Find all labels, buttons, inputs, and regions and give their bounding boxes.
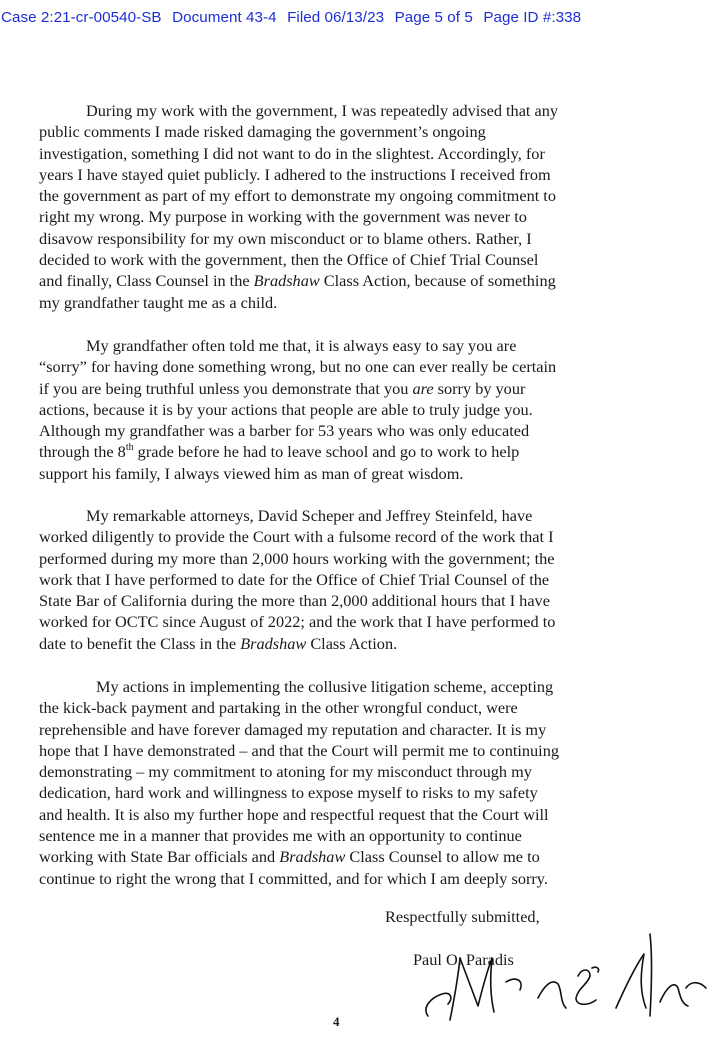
signatory-name: Paul O. Paradis bbox=[413, 950, 514, 969]
text-line: continue to right the wrong that I committed, and for which I am deeply sorry. bbox=[39, 868, 548, 888]
paragraph-2 bbox=[39, 335, 639, 484]
text-line: My actions in implementing the collusive litigation scheme, accepting bbox=[96, 677, 554, 696]
text-line: hope that I have demonstrated – and that the Court will permit me to continuing bbox=[39, 740, 559, 760]
text-line: investigation, something I did not want to do in the slightest. Accordingly, for bbox=[39, 143, 545, 163]
paragraph-4 bbox=[39, 676, 639, 889]
text-line: the kick-back payment and partaking in the other wrongful conduct, were bbox=[39, 698, 518, 718]
text-line: years I have stayed quiet publicly. I adhered to the instructions I received from bbox=[39, 164, 551, 184]
case-name-italic: Bradshaw bbox=[279, 847, 346, 867]
text-line bbox=[39, 378, 639, 399]
text-line bbox=[39, 441, 639, 462]
handwritten-signature bbox=[420, 928, 716, 1024]
filed-date: Filed 06/13/23 bbox=[287, 9, 385, 26]
text-line: work that I have performed to date for the Office of Chief Trial Counsel of the bbox=[39, 569, 550, 589]
text-line: demonstrating – my commitment to atoning for my misconduct through my bbox=[39, 762, 532, 782]
text-line: my grandfather taught me as a child. bbox=[39, 292, 278, 312]
paragraph-3 bbox=[39, 505, 639, 654]
text-run: Class Action, because of something bbox=[319, 271, 556, 291]
document-number: Document 43-4 bbox=[172, 9, 277, 26]
text-line: disavow responsibility for my own misconduct or to blame others. Rather, I bbox=[39, 228, 532, 248]
text-line: dedication, hard work and willingness to expose myself to risks to my safety bbox=[39, 783, 538, 803]
text-run: date to benefit the Class in the bbox=[39, 633, 241, 653]
page-number: 4 bbox=[333, 1014, 340, 1029]
text-run: working with State Bar officials and bbox=[39, 847, 280, 867]
text-line: decided to work with the government, then the Office of Chief Trial Counsel bbox=[39, 250, 539, 270]
text-line: reprehensible and have forever damaged my reputation and character. It is my bbox=[39, 719, 547, 739]
filing-header bbox=[1, 9, 592, 26]
case-name-italic: Bradshaw bbox=[253, 271, 320, 291]
text-line: worked for OCTC since August of 2022; and the work that I have performed to bbox=[39, 612, 556, 632]
text-run: sorry by your bbox=[433, 378, 526, 398]
closing-salutation: Respectfully submitted, bbox=[385, 907, 540, 926]
text-line bbox=[39, 633, 639, 654]
text-line: public comments I made risked damaging the government’s ongoing bbox=[39, 122, 486, 142]
emphasis-italic: are bbox=[412, 378, 434, 398]
text-line bbox=[39, 846, 639, 867]
text-line: My grandfather often told me that, it is always easy to say you are bbox=[86, 336, 517, 355]
page-count: Page 5 of 5 bbox=[394, 9, 473, 26]
text-run: Class Counsel to allow me to bbox=[345, 847, 540, 867]
text-line: and health. It is also my further hope and respectful request that the Court will bbox=[39, 804, 549, 824]
text-line: “sorry” for having done something wrong, but no one can ever really be certain bbox=[39, 357, 557, 377]
text-line: actions, because it is by your actions that people are able to truly judge you. bbox=[39, 399, 533, 419]
text-line: sentence me in a manner that provides me with an opportunity to continue bbox=[39, 826, 522, 846]
ordinal-superscript: th bbox=[125, 442, 134, 454]
text-line: worked diligently to provide the Court with a fulsome record of the work that I bbox=[39, 527, 554, 547]
text-line bbox=[39, 270, 639, 291]
text-line: right my wrong. My purpose in working with the government was never to bbox=[39, 207, 527, 227]
text-line: support his family, I always viewed him as man of great wisdom. bbox=[39, 463, 464, 483]
text-run: grade before he had to leave school and go to work to help bbox=[133, 442, 520, 462]
text-line: Although my grandfather was a barber for 53 years who was only educated bbox=[39, 421, 530, 441]
text-run: Class Action. bbox=[306, 633, 398, 653]
text-line: the government as part of my effort to demonstrate my ongoing commitment to bbox=[39, 186, 556, 206]
text-run: through the 8 bbox=[39, 442, 126, 462]
text-run: if you are being truthful unless you demonstrate that you bbox=[39, 378, 413, 398]
paragraph-1 bbox=[39, 100, 639, 313]
text-line: State Bar of California during the more than 2,000 additional hours that I have bbox=[39, 591, 550, 611]
page-id: Page ID #:338 bbox=[483, 9, 582, 26]
text-line: My remarkable attorneys, David Scheper and Jeffrey Steinfeld, have bbox=[86, 506, 533, 525]
text-line: performed during my more than 2,000 hours working with the government; the bbox=[39, 548, 555, 568]
case-number: Case 2:21-cr-00540-SB bbox=[1, 9, 162, 26]
case-name-italic: Bradshaw bbox=[240, 633, 307, 653]
text-line: During my work with the government, I was repeatedly advised that any bbox=[86, 101, 559, 120]
text-run: and finally, Class Counsel in the bbox=[39, 271, 254, 291]
